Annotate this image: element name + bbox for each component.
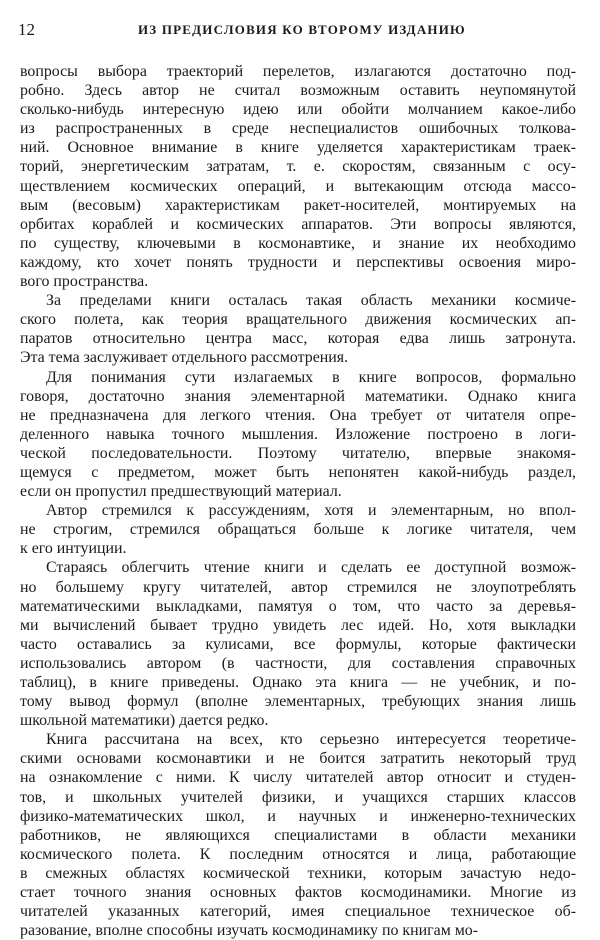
text-line: таблиц), в книге приведены. Однако эта книга — не учебник, и по-	[20, 674, 576, 691]
page-header	[18, 14, 582, 40]
text-line: на ознакомление с ними. К числу читателей автор относит и студен-	[20, 769, 576, 787]
text-line: физико-математических школ, и научных и инженерно-технических	[20, 807, 576, 825]
text-line: если он пропустил предшествующий материал.	[20, 483, 342, 501]
text-line: в смежных областях космической техники, которым зачастую недо-	[20, 864, 576, 882]
text-line: вопросы выбора траекторий перелетов, излагаются достаточно под-	[20, 63, 576, 80]
text-line: орбитах кораблей и космических аппаратов. Эти вопросы являются,	[20, 215, 576, 233]
text-line: космического полета. К последним относятся и лица, работающие	[20, 845, 576, 863]
text-line: Автор стремился к рассуждениям, хотя и элементарным, но впол-	[46, 502, 576, 520]
paragraph	[20, 501, 576, 558]
paragraph	[20, 558, 576, 730]
text-line: тому вывод формул (вполне элементарных, требующих знания лишь	[20, 693, 576, 711]
paragraph	[20, 291, 576, 367]
text-line: тов, и школьных учителей физики, и учащихся старших классов	[20, 788, 576, 806]
paragraph	[20, 730, 576, 940]
text-line: математическими выкладками, памятуя о том, что часто за деревья-	[20, 597, 576, 615]
text-line: паратов относительно центра масс, которая едва лишь затронута.	[20, 330, 576, 348]
text-line: сколько-нибудь интересную идею или обойти молчанием какое-либо	[20, 101, 576, 119]
page-number: 12	[18, 20, 35, 39]
text-line: часто оставались за кулисами, все формулы, которые фактически	[20, 635, 576, 653]
running-head: ИЗ ПРЕДИСЛОВИЯ КО ВТОРОМУ ИЗДАНИЮ	[138, 22, 466, 37]
text-line: деленного навыка точного мышления. Изложение построено в логи-	[20, 425, 576, 443]
text-line: вым (весовым) характеристикам ракет-носителей, монтируемых на	[20, 196, 576, 214]
text-line: стает точного знания основных фактов космодинамики. Многие из	[20, 884, 576, 902]
text-line: из распространенных в среде неспециалистов ошибочных толкова-	[20, 120, 576, 138]
text-line: разование, вполне способны изучать космодинамику по книгам мо-	[20, 922, 479, 940]
text-line: ского полета, как теория вращательного движения космических ап-	[20, 311, 576, 329]
text-line: работников, не являющихся специалистами в области механики	[20, 826, 576, 844]
text-line: ществлением космических операций, и вытекающим отсюда массо-	[20, 177, 576, 195]
text-line: по существу, ключевыми в космонавтике, и знание их необходимо	[20, 234, 576, 252]
text-line: говоря, достаточно знания элементарной математики. Однако книга	[20, 387, 576, 405]
text-line: Стараясь облегчить чтение книги и сделать ее доступной возмож-	[46, 559, 576, 577]
text-line: Книга рассчитана на всех, кто серьезно интересуется теоретиче-	[46, 731, 576, 749]
text-line: не предназначена для легкого чтения. Она требует от читателя опре-	[20, 406, 576, 424]
text-line: торий, энергетическим затратам, т. е. скоростям, связанным с осу-	[20, 158, 576, 176]
text-line: ний. Основное внимание в книге уделяется характеристикам траек-	[20, 139, 576, 157]
text-line: Для понимания сути излагаемых в книге вопросов, формально	[46, 368, 576, 386]
text-line: скими основами космонавтики и не боится затратить некоторый труд	[20, 750, 576, 768]
text-line: читателей указанных категорий, имея специальное техническое об-	[20, 903, 576, 921]
text-line: каждому, кто хочет понять трудности и перспективы освоения миро-	[20, 253, 576, 271]
paragraph	[20, 368, 576, 502]
paragraph	[20, 62, 576, 291]
text-line: ческой последовательности. Поэтому читателю, впервые знакомя-	[20, 444, 576, 462]
text-line: не строгим, стремился обращаться больше к логике читателя, чем	[20, 521, 576, 539]
text-line: использовались автором (в частности, для составления справочных	[20, 654, 576, 672]
text-line: но большему кругу читателей, автор стремился не злоупотреблять	[20, 578, 576, 596]
body-text	[20, 62, 576, 940]
text-line: робно. Здесь автор не считал возможным оставить неупомянутой	[20, 82, 576, 100]
text-line: школьной математики) дается редко.	[20, 712, 269, 730]
text-line: щемуся с предметом, может быть непонятен какой-нибудь раздел,	[20, 463, 576, 481]
text-line: За пределами книги осталась такая область механики космиче-	[46, 292, 576, 310]
text-line: к его интуиции.	[20, 540, 127, 558]
text-line: ми вычислений бывает трудно увидеть лес идей. Но, хотя выкладки	[20, 616, 576, 634]
text-line: Эта тема заслуживает отдельного рассмотрения.	[20, 349, 349, 367]
text-line: вого пространства.	[20, 273, 149, 291]
